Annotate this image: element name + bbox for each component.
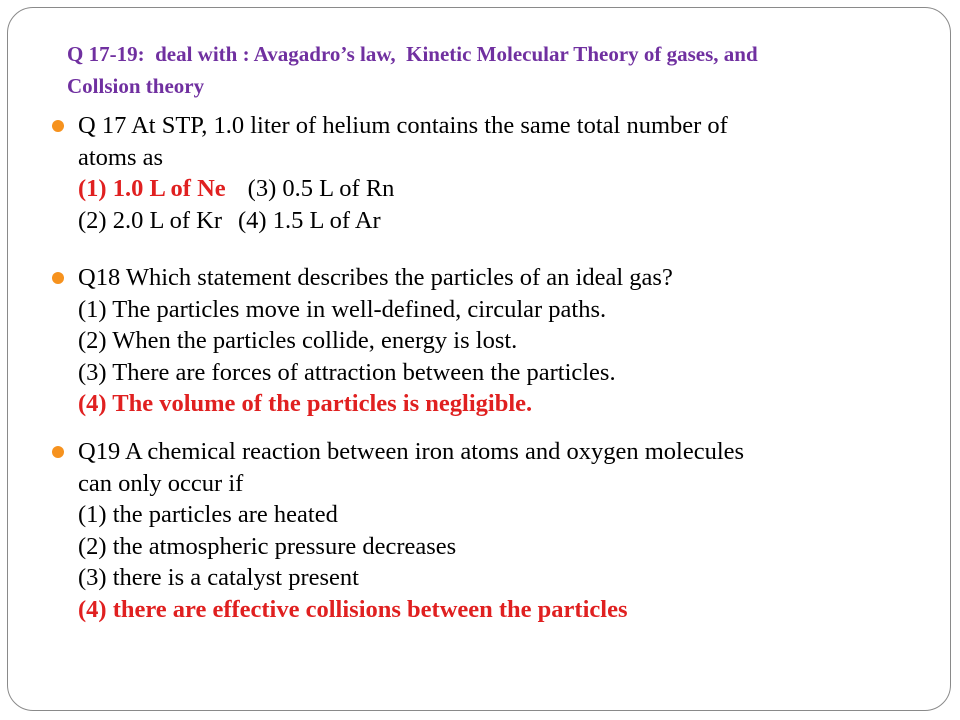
q17-option-3: (3) 0.5 L of Rn — [247, 175, 395, 202]
q17-option-4: (4) 1.5 L of Ar — [238, 206, 381, 234]
slide-heading — [67, 38, 927, 102]
q19-stem-line-1: Q19 A chemical reaction between iron atoms and oxygen molecules — [78, 438, 745, 465]
q17-stem-line-1: Q 17 At STP, 1.0 liter of helium contains the same total number of — [78, 112, 728, 139]
heading-line-1: Q 17-19: deal with : Avagadro’s law, Kinetic Molecular Theory of gases, and — [67, 42, 758, 66]
q17-answer-option-1: (1) 1.0 L of Ne — [78, 175, 226, 202]
question-19-content — [78, 436, 928, 625]
bullet-icon — [52, 446, 64, 458]
bullet-icon — [52, 272, 64, 284]
q18-option-1: (1) The particles move in well-defined, circular paths. — [78, 295, 607, 323]
q17-options-row-1 — [78, 173, 928, 205]
q17-options-row-2 — [78, 205, 928, 237]
q17-option-2: (2) 2.0 L of Kr — [78, 206, 223, 234]
q19-option-1: (1) the particles are heated — [78, 501, 338, 528]
question-17-content — [78, 110, 928, 236]
q19-option-2: (2) the atmospheric pressure decreases — [78, 532, 457, 560]
heading-line-2: Collsion theory — [67, 74, 205, 98]
q19-option-3: (3) there is a catalyst present — [78, 564, 359, 591]
q19-answer-option-4: (4) there are effective collisions between the particles — [78, 595, 628, 623]
q18-option-2: (2) When the particles collide, energy is lost. — [78, 327, 518, 354]
q18-option-3: (3) There are forces of attraction between the particles. — [78, 358, 616, 386]
bullet-icon — [52, 120, 64, 132]
q18-stem: Q18 Which statement describes the particles of an ideal gas? — [78, 264, 673, 291]
q17-stem-line-2: atoms as — [78, 143, 164, 171]
q18-answer-option-4: (4) The volume of the particles is negligible. — [78, 390, 533, 417]
question-18-content — [78, 262, 928, 420]
q19-stem-line-2: can only occur if — [78, 469, 244, 497]
